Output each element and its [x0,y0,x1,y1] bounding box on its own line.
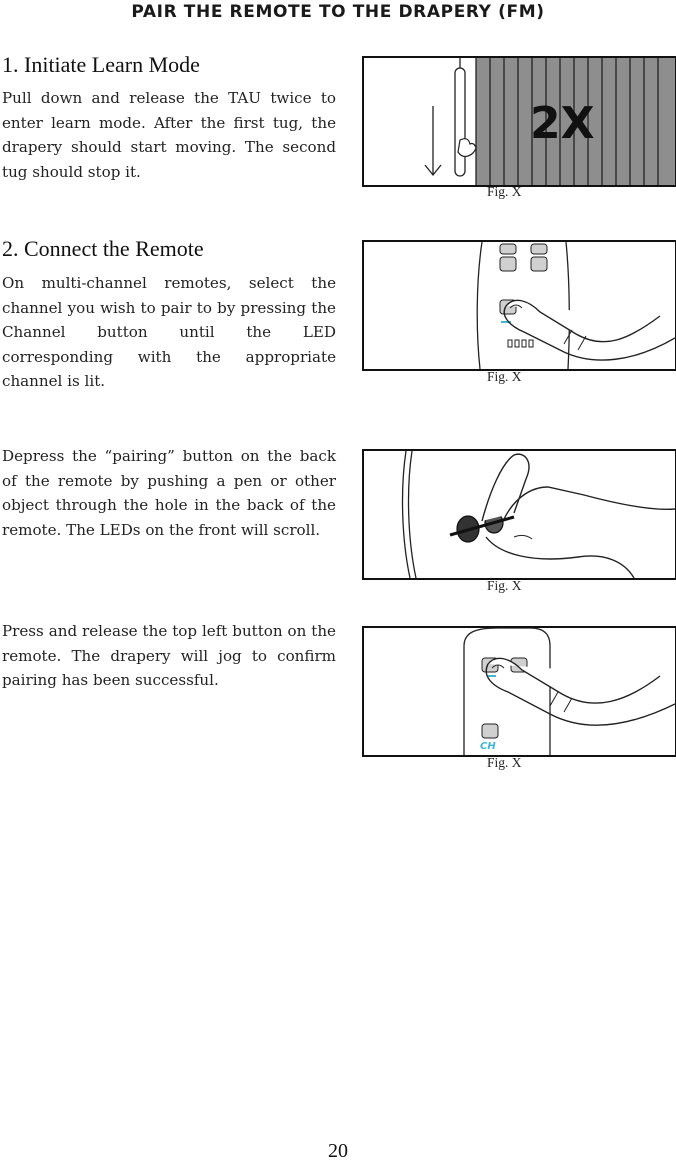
figure-1-caption: Fig. X [487,184,522,199]
figure-1 [362,56,676,187]
page-number: 20 [328,1140,348,1162]
figure-3 [362,449,676,580]
channel-button-label: CH [480,741,496,752]
tug-count-label: 2X [530,98,595,149]
page-title [0,2,676,22]
figure-2-caption: Fig. X [487,369,522,384]
step-3-text: Depress the “pairing” button on the back of the remote by pushing a pen or other object through the hole in the back of the remote. The LEDs on the front will scroll. [2,447,336,539]
figure-4 [362,626,676,757]
step-2-heading: 2. Connect the Remote [2,236,204,261]
step-1-heading: 1. Initiate Learn Mode [2,52,200,77]
step-2-text: On multi-channel remotes, select the channel you wish to pair to by pressing the Channel button until the LED corresponding with the appropriate channel is lit. [2,274,336,391]
step-1-text: Pull down and release the TAU twice to enter learn mode. After the first tug, the drapery should start moving. The second tug should stop it. [2,89,336,181]
figure-3-caption: Fig. X [487,578,522,593]
step-4-text: Press and release the top left button on the remote. The drapery will jog to confirm pairing has been successful. [2,622,336,690]
figure-2 [362,240,676,371]
page-title-text: PAIR THE REMOTE TO THE DRAPERY [131,2,492,22]
figure-4-caption: Fig. X [487,755,522,770]
page-title-suffix: (FM) [498,2,545,22]
